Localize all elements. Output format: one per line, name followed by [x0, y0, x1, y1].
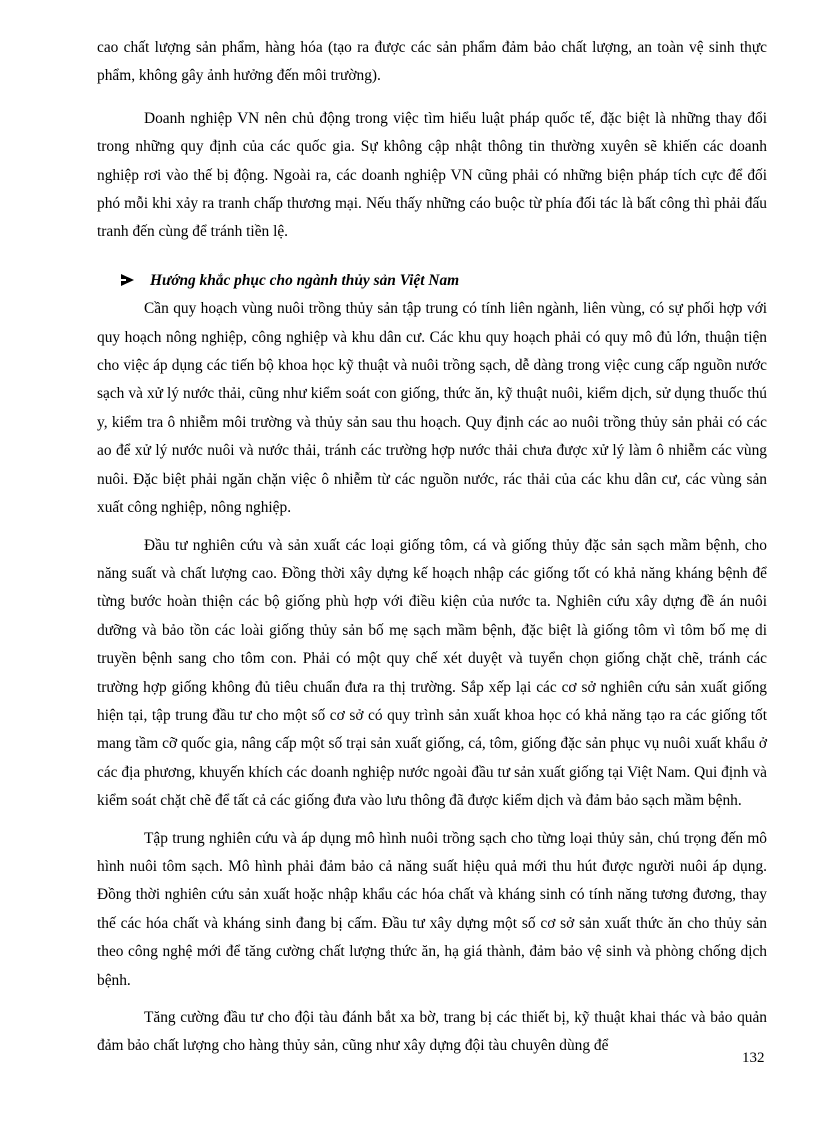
page-number: 132 — [742, 1050, 765, 1066]
paragraph-fleet: Tăng cường đầu tư cho đội tàu đánh bắt xa bờ, trang bị các thiết bị, kỹ thuật khai thác và bảo quản đảm bảo chất lượng cho hàng thủy sản, cũng như xây dựng đội tàu chuyên dùng để — [97, 1009, 767, 1055]
document-page — [97, 34, 767, 1061]
paragraph-enterprise-law: Doanh nghiệp VN nên chủ động trong việc tìm hiểu luật pháp quốc tế, đặc biệt là những thay đổi trong những quy định của các quốc gia. Sự không cập nhật thông tin thường xuyên sẽ khiến các doanh nghiệp rơi vào thế bị động. Ngoài ra, các doanh nghiệp VN cũng phải có những biện pháp tích cực để đối phó mỗi khi xảy ra tranh chấp thương mại. Nếu thấy những cáo buộc từ phía đối tác là bất công thì phải đấu tranh đến cùng để tránh tiền lệ. — [97, 109, 767, 241]
paragraph-clean-farming: Tập trung nghiên cứu và áp dụng mô hình nuôi trồng sạch cho từng loại thủy sản, chú trọng đến mô hình nuôi tôm sạch. Mô hình phải đảm bảo cả năng suất hiệu quả mới thu hút được người nuôi áp dụng. Đồng thời nghiên cứu sản xuất hoặc nhập khẩu các hóa chất và kháng sinh có tính năng tương đương, thay thế các hóa chất và kháng sinh đang bị cấm. Đầu tư xây dựng một số cơ sở sản xuất thức ăn cho thủy sản theo công nghệ mới để tăng cường chất lượng thức ăn, hạ giá thành, đảm bảo vệ sinh và phòng chống dịch bệnh. — [97, 829, 767, 989]
section-heading-text: Hướng khắc phục cho ngành thủy sản Việt Nam — [150, 271, 460, 289]
section-heading — [97, 267, 767, 295]
paragraph-breeding: Đầu tư nghiên cứu và sản xuất các loại giống tôm, cá và giống thủy đặc sản sạch mầm bệnh, cho năng suất và chất lượng cao. Đồng thời xây dựng kế hoạch nhập các giống tốt có khả năng kháng bệnh để từng bước hoàn thiện các bộ giống phù hợp với điều kiện của nước ta. Nghiên cứu xây dựng đề án nuôi dưỡng và bảo tồn các loài giống thủy sản bố mẹ sạch mầm bệnh, đặc biệt là giống tôm vì tôm bố mẹ di truyền bệnh sang cho tôm con. Phải có một quy chế xét duyệt và tuyển chọn giống chặt chẽ, tránh các trường hợp giống không đủ tiêu chuẩn đưa ra thị trường. Sắp xếp lại các cơ sở nghiên cứu sản xuất giống hiện tại, tập trung đầu tư cho một số cơ sở có quy trình sản xuất khoa học có khả năng tạo ra các giống tốt mang tầm cỡ quốc gia, nâng cấp một số trại sản xuất giống, cá, tôm, giống đặc sản phục vụ nuôi xuất khẩu ở các địa phương, khuyến khích các doanh nghiệp nước ngoài đầu tư sản xuất giống tại Việt Nam. Qui định và kiểm soát chặt chẽ để tất cả các giống đưa vào lưu thông đã được kiểm dịch và đảm bảo sạch mầm bệnh. — [97, 536, 767, 810]
arrow-bullet-icon — [121, 274, 134, 286]
paragraph-planning: Cần quy hoạch vùng nuôi trồng thủy sản tập trung có tính liên ngành, liên vùng, có sự phối hợp với quy hoạch nông nghiệp, công nghiệp và khu dân cư. Các khu quy hoạch phải có quy mô đủ lớn, thuận tiện cho việc áp dụng các tiến bộ khoa học kỹ thuật và nuôi trồng sạch, dễ dàng trong việc cung cấp nguồn nước sạch và xử lý nước thải, cũng như kiểm soát con giống, thức ăn, kỹ thuật nuôi, kiểm dịch, sử dụng thuốc thú y, kiểm tra ô nhiễm môi trường và thủy sản sau thu hoạch. Quy định các ao nuôi trồng thủy sản phải có các ao để xử lý nước nuôi và nước thải, tránh các trường hợp nước thải chưa được xử lý làm ô nhiễm các vùng nuôi. Đặc biệt phải ngăn chặn việc ô nhiễm từ các nguồn nước, rác thải của các khu dân cư, các vùng sản xuất công nghiệp, nông nghiệp. — [97, 300, 767, 517]
paragraph-continuation: cao chất lượng sản phẩm, hàng hóa (tạo ra được các sản phẩm đảm bảo chất lượng, an toàn vệ sinh thực phẩm, không gây ảnh hưởng đến môi trường). — [97, 39, 767, 85]
